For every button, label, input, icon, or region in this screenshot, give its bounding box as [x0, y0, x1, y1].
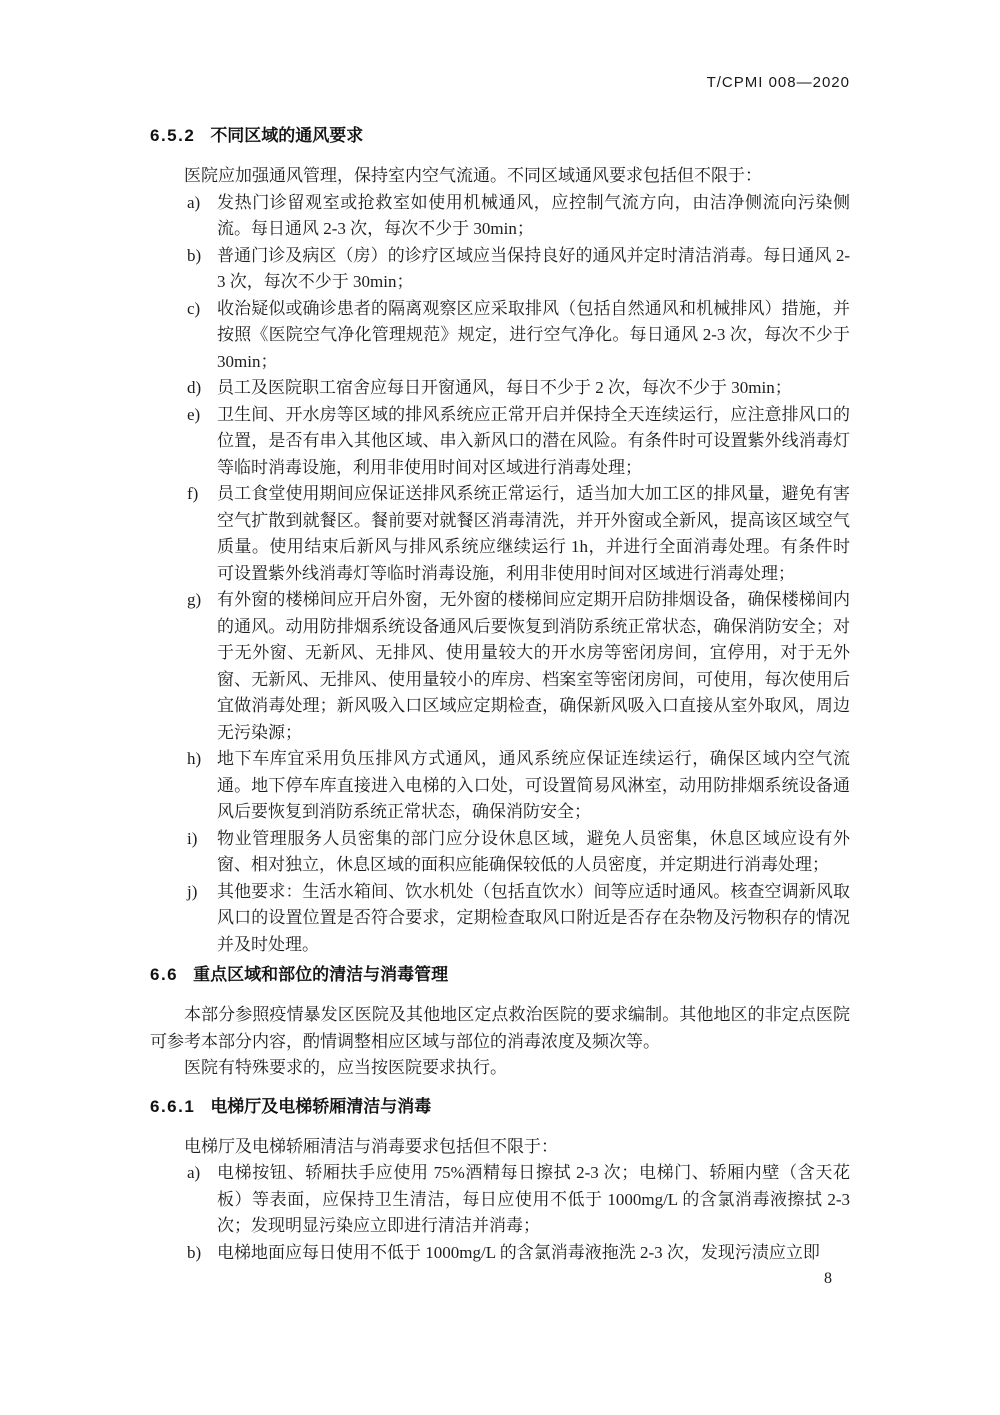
section-number: 6.6.1 [150, 1096, 196, 1116]
list-item-marker: c) [187, 298, 201, 318]
list-item-marker: b) [187, 1242, 202, 1262]
list-item-marker: d) [187, 378, 202, 397]
section-heading-6-5-2 [150, 125, 850, 146]
section-heading-6-6-1 [150, 1096, 850, 1117]
list-item-marker: b) [187, 245, 202, 265]
list-item-b [150, 1240, 850, 1267]
list-item-c [150, 296, 850, 376]
list-item-i [150, 826, 850, 879]
section-6-6-paragraph-2: 医院有特殊要求的，应当按医院要求执行。 [184, 1058, 507, 1077]
list-item-marker: h) [187, 749, 202, 768]
page-number: 8 [824, 1270, 832, 1287]
list-item-text: 电梯按钮、轿厢扶手应使用 75%酒精每日擦拭 2-3 次；电梯门、轿厢内壁（含天花板）等表面，应保持卫生清洁，每日应使用不低于 1000mg/L 的含氯消毒液擦拭 2-3 次；发现明显污染应立即进行清洁并消毒； [217, 1163, 850, 1235]
list-item-d [150, 375, 850, 402]
list-item-h [150, 746, 850, 826]
list-item-text: 地下车库宜采用负压排风方式通风，通风系统应保证连续运行，确保区域内空气流通。地下停车库直接进入电梯的入口处，可设置简易风淋室，动用防排烟系统设备通风后要恢复到消防系统正常状态，确保消防安全； [217, 749, 850, 821]
list-item-text: 普通门诊及病区（房）的诊疗区域应当保持良好的通风并定时清洁消毒。每日通风 2-3 次，每次不少于 30min； [217, 245, 850, 291]
list-item-a [150, 190, 850, 243]
list-item-text: 物业管理服务人员密集的部门应分设休息区域，避免人员密集，休息区域应设有外窗、相对独立，休息区域的面积应能确保较低的人员密度，并定期进行消毒处理； [217, 828, 850, 874]
ventilation-requirement-list [150, 190, 850, 959]
list-item-text: 其他要求：生活水箱间、饮水机处（包括直饮水）间等应适时通风。核查空调新风取风口的设置位置是否符合要求，定期检查取风口附近是否存在杂物及污物积存的情况并及时处理。 [217, 881, 850, 954]
section-title: 不同区域的通风要求 [210, 126, 364, 145]
list-item-text: 收治疑似或确诊患者的隔离观察区应采取排风（包括自然通风和机械排风）措施，并按照《医院空气净化管理规范》规定，进行空气净化。每日通风 2-3 次，每次不少于 30min； [217, 298, 850, 371]
list-item-text: 员工及医院职工宿舍应每日开窗通风，每日不少于 2 次，每次不少于 30min； [217, 378, 792, 397]
section-title: 电梯厅及电梯轿厢清洁与消毒 [210, 1096, 432, 1116]
list-item-marker: f) [187, 484, 199, 503]
list-item-text: 员工食堂使用期间应保证送排风系统正常运行，适当加大加工区的排风量，避免有害空气扩散到就餐区。餐前要对就餐区消毒清洗，并开外窗或全新风，提高该区域空气质量。使用结束后新风与排风系统应继续运行 1h，并进行全面消毒处理。有条件时可设置紫外线消毒灯等临时消毒设施，利用非使用时间对区域进行消毒处理； [217, 484, 850, 583]
list-item-e [150, 402, 850, 482]
list-item-text: 卫生间、开水房等区域的排风系统应正常开启并保持全天连续运行，应注意排风口的位置，是否有串入其他区域、串入新风口的潜在风险。有条件时可设置紫外线消毒灯等临时消毒设施，利用非使用时间对区域进行消毒处理； [217, 404, 850, 477]
section-number: 6.6 [150, 965, 179, 984]
list-item-g [150, 587, 850, 746]
list-item-marker: e) [187, 404, 201, 424]
section-heading-6-6 [150, 964, 850, 985]
list-item-j [150, 879, 850, 959]
elevator-requirement-list [150, 1160, 850, 1266]
section-6-5-2-intro: 医院应加强通风管理，保持室内空气流通。不同区域通风要求包括但不限于： [184, 166, 762, 185]
section-6-6-1-intro: 电梯厅及电梯轿厢清洁与消毒要求包括但不限于： [184, 1136, 558, 1156]
section-title: 重点区域和部位的清洁与消毒管理 [193, 965, 449, 984]
list-item-marker: g) [187, 590, 202, 609]
list-item-text: 电梯地面应每日使用不低于 1000mg/L 的含氯消毒液拖洗 2-3 次，发现污渍应立即 [217, 1242, 820, 1262]
list-item-f [150, 481, 850, 587]
list-item-marker: a) [187, 192, 201, 212]
list-item-marker: i) [187, 828, 198, 848]
list-item-a [150, 1160, 850, 1240]
list-item-marker: a) [187, 1163, 201, 1182]
list-item-marker: j) [187, 881, 198, 901]
section-6-6-paragraph-1: 本部分参照疫情暴发区医院及其他地区定点救治医院的要求编制。其他地区的非定点医院可参考本部分内容，酌情调整相应区域与部位的消毒浓度及频次等。 [150, 1005, 850, 1051]
list-item-text: 发热门诊留观室或抢救室如使用机械通风，应控制气流方向，由洁净侧流向污染侧流。每日通风 2-3 次，每次不少于 30min； [217, 192, 850, 238]
document-code-header: T/CPMI 008—2020 [706, 74, 850, 91]
list-item-b [150, 243, 850, 296]
section-number: 6.5.2 [150, 126, 196, 145]
list-item-text: 有外窗的楼梯间应开启外窗，无外窗的楼梯间应定期开启防排烟设备，确保楼梯间内的通风。动用防排烟系统设备通风后要恢复到消防系统正常状态，确保消防安全；对于无外窗、无新风、无排风、使用量较大的开水房等密闭房间，宜停用，对于无外窗、无新风、无排风、使用量较小的库房、档案室等密闭房间，可使用，每次使用后宜做消毒处理；新风吸入口区域应定期检查，确保新风吸入口直接从室外取风，周边无污染源； [217, 590, 850, 742]
